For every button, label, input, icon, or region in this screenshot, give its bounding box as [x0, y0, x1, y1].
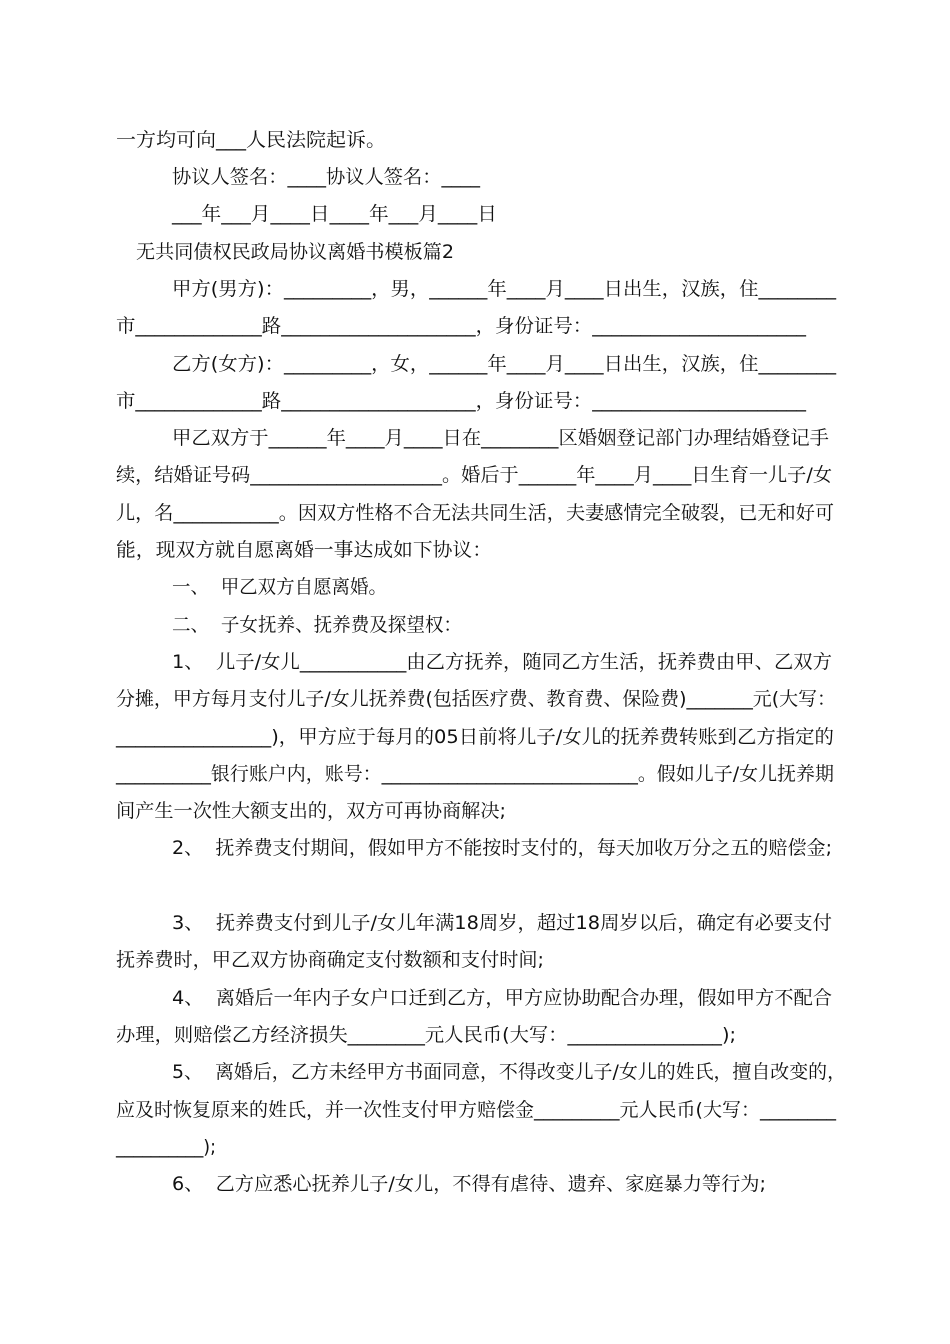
text-line: __________); [116, 1136, 217, 1158]
list-item: 1、 儿子/女儿___________由乙方抚养，随同乙方生活，抚养费由甲、乙双方 [172, 651, 833, 673]
signature-line: 协议人签名：____协议人签名：____ [172, 166, 480, 188]
text-line: 乙方(女方)：_________，女，______年____月____日出生，汉族，住________ [172, 353, 837, 375]
list-item: 一、 甲乙双方自愿离婚。 [172, 576, 387, 598]
section-title: 无共同债权民政局协议离婚书模板篇2 [136, 241, 454, 263]
text-line: 间产生一次性大额支出的，双方可再协商解决; [116, 800, 506, 822]
list-item: 6、 乙方应悉心抚养儿子/女儿，不得有虐待、遗弃、家庭暴力等行为; [172, 1173, 766, 1195]
text-line: 能，现双方就自愿离婚一事达成如下协议： [116, 539, 492, 561]
text-line: ________________)，甲方应于每月的05日前将儿子/女儿的抚养费转账到乙方指定的 [116, 726, 834, 748]
text-line: 市_____________路____________________，身份证号：______________________ [116, 390, 807, 412]
list-item: 2、 抚养费支付期间，假如甲方不能按时支付的，每天加收万分之五的赔偿金; [172, 837, 833, 859]
text-line: 儿，名___________。因双方性格不合无法共同生活，夫妻感情完全破裂，已无和好可 [116, 502, 835, 524]
text-line: 分摊，甲方每月支付儿子/女儿抚养费(包括医疗费、教育费、保险费)_______元(大写： [116, 688, 836, 710]
date-line: ___年___月____日____年___月____日 [172, 203, 497, 225]
list-item: 二、 子女抚养、抚养费及探望权： [172, 614, 462, 636]
text-line: 一方均可向___人民法院起诉。 [116, 129, 387, 151]
text-line: 应及时恢复原来的姓氏，并一次性支付甲方赔偿金_________元人民币(大写：________ [116, 1099, 836, 1121]
text-line: 抚养费时，甲乙双方协商确定支付数额和支付时间; [116, 949, 545, 971]
list-item: 4、 离婚后一年内子女户口迁到乙方，甲方应协助配合办理，假如甲方不配合 [172, 987, 833, 1009]
text-line: __________银行账户内，账号：___________________________。假如儿子/女儿抚养期 [116, 763, 834, 785]
text-line: 甲方(男方)：_________，男，______年____月____日出生，汉族，住________ [172, 278, 837, 300]
list-item: 3、 抚养费支付到儿子/女儿年满18周岁，超过18周岁以后，确定有必要支付 [172, 912, 832, 934]
list-item: 5、 离婚后，乙方未经甲方书面同意，不得改变儿子/女儿的姓氏，擅自改变的， [172, 1061, 847, 1083]
text-line: 甲乙双方于______年____月____日在________区婚姻登记部门办理结婚登记手 [172, 427, 829, 449]
text-line: 市_____________路____________________，身份证号：______________________ [116, 315, 807, 337]
text-line: 续，结婚证号码____________________。婚后于______年____月____日生育一儿子/女 [116, 464, 833, 486]
text-line: 办理，则赔偿乙方经济损失________元人民币(大写：________________); [116, 1024, 736, 1046]
